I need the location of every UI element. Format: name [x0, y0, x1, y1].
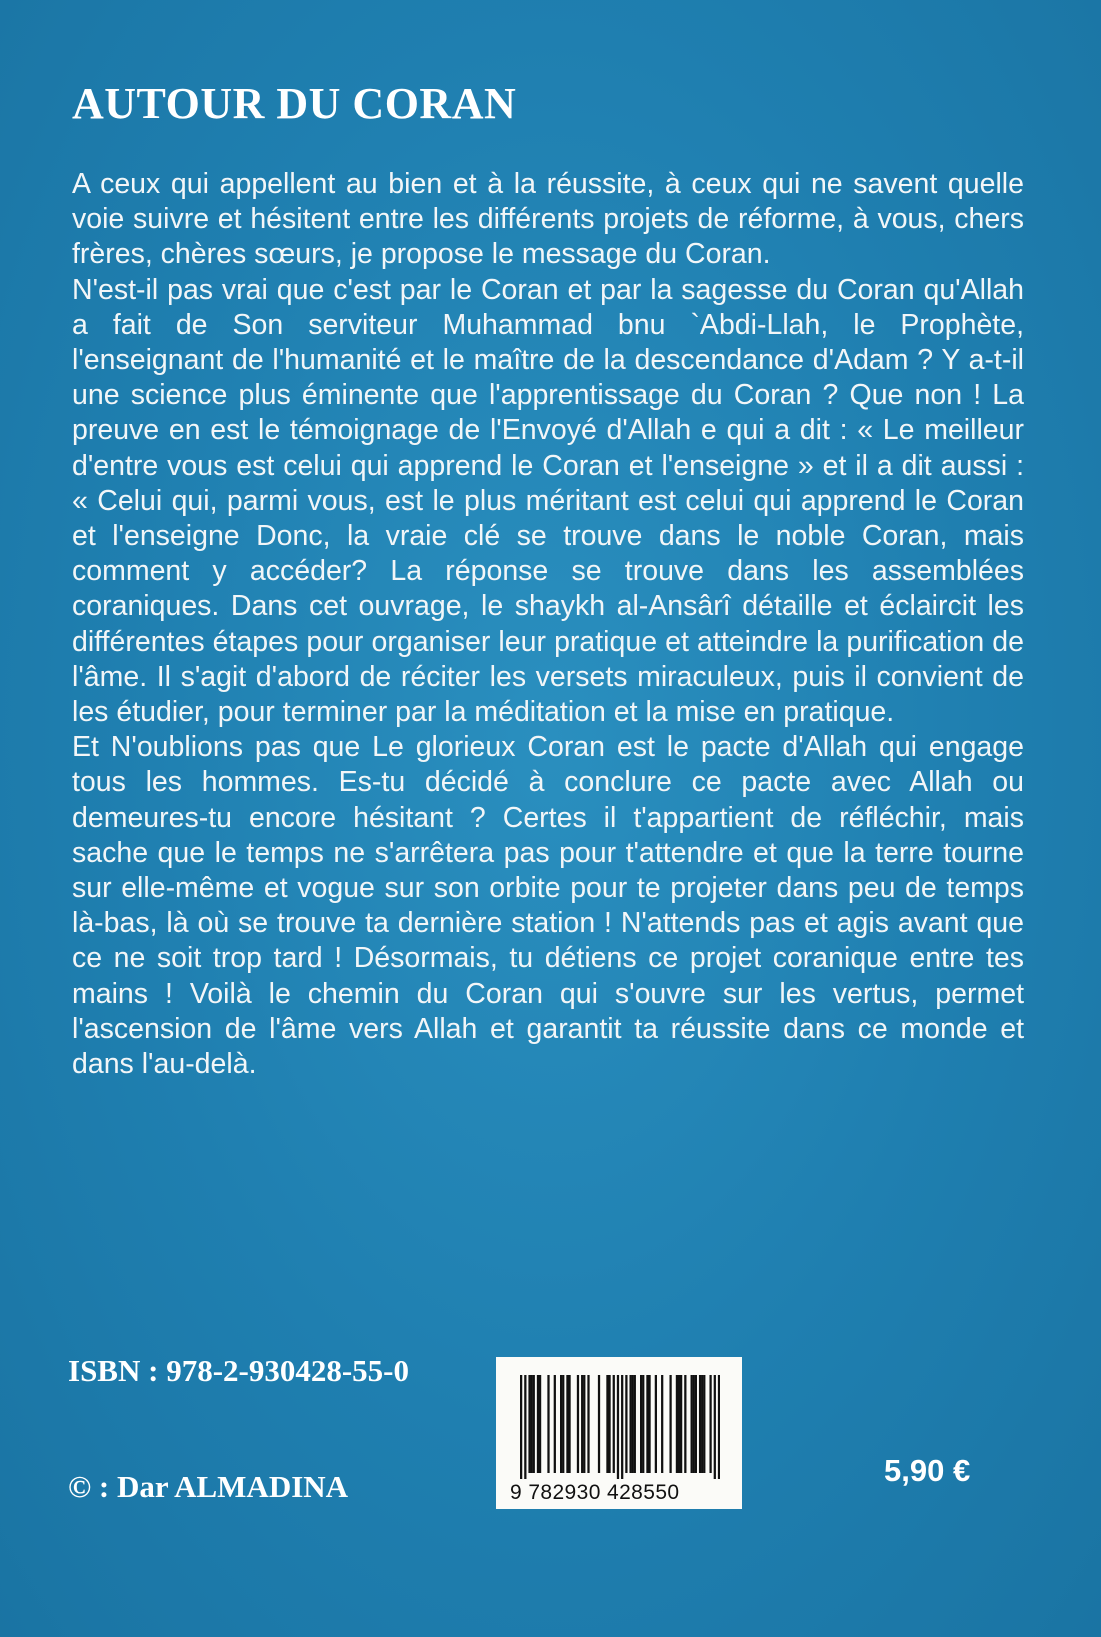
barcode-bar [568, 1375, 570, 1473]
barcode-bar [691, 1375, 693, 1473]
barcode-bar [625, 1375, 627, 1473]
barcode-bar [539, 1375, 541, 1473]
barcode-bar [655, 1375, 657, 1473]
barcode-bar [632, 1375, 634, 1473]
barcode-bar [678, 1375, 680, 1473]
barcode-bar [520, 1375, 522, 1479]
barcode-bar [703, 1375, 705, 1473]
blurb-paragraph-3: Et N'oublions pas que Le glorieux Coran est le pacte d'Allah qui engage tous les hommes. Es-tu décidé à conclure ce pacte avec Allah ou demeures-tu encore hésitant ? Certes il t'appartient de réfléchir, mais sache que le temps ne s'arrêtera pas pour t'attendre et que la terre tourne sur elle-même et vogue sur son orbite pour te projeter dans peu de temps là-bas, là où se trouve ta dernière station ! N'attends pas et agis avant que ce ne soit trop tard ! Désormais, tu détiens ce projet coranique entre tes mains ! Voilà le chemin du Coran qui s'ouvre sur les vertus, permet l'ascension de l'âme vers Allah et garantit ta réussite dans ce monde et dans l'au-delà. [72, 731, 1024, 1081]
publisher-label: © : Dar ALMADINA [68, 1469, 349, 1504]
barcode-bar [566, 1375, 568, 1473]
barcode-bar [621, 1375, 623, 1479]
barcode-bar [669, 1375, 671, 1473]
barcode-bar [695, 1375, 697, 1473]
barcode-bar [547, 1375, 549, 1473]
barcode-bar [533, 1375, 535, 1473]
barcode-bar [629, 1375, 631, 1473]
barcode-bar [598, 1375, 600, 1473]
barcode-bars [520, 1375, 720, 1479]
barcode-bar [701, 1375, 703, 1473]
barcode-bar [680, 1375, 682, 1473]
isbn-label: ISBN : 978-2-930428-55-0 [68, 1353, 409, 1388]
barcode-bar [587, 1375, 589, 1473]
barcode-bar [560, 1375, 562, 1473]
barcode-bar [528, 1375, 530, 1473]
barcode-bar [718, 1375, 720, 1479]
barcode-bar [642, 1375, 644, 1473]
book-title: AUTOUR DU CORAN [72, 79, 517, 128]
barcode-bar [634, 1375, 636, 1473]
barcode-bar [648, 1375, 650, 1473]
barcode-bar [524, 1375, 526, 1479]
barcode-bar [613, 1375, 615, 1473]
barcode-bar [693, 1375, 695, 1473]
barcode-bar [714, 1375, 716, 1479]
barcode-bar [661, 1375, 663, 1473]
price-label: 5,90 € [884, 1453, 971, 1488]
barcode-bar [537, 1375, 539, 1473]
blurb-paragraph-2: N'est-il pas vrai que c'est par le Coran et par la sagesse du Coran qu'Allah a fait de Son serviteur Muhammad bnu `Abdi-Llah, le Prophète, l'enseignant de l'humanité et le maître de la descendance d'Adam ? Y a-t-il une science plus éminente que l'apprentissage du Coran ? Que non ! La preuve en est le témoignage de l'Envoyé d'Allah e qui a dit : « Le meilleur d'entre vous est celui qui apprend le Coran et l'enseigne » et il a dit aussi : « Celui qui, parmi vous, est le plus méritant est celui qui apprend le Coran et l'enseigne Donc, la vraie clé se trouve dans le noble Coran, mais comment y accéder? La réponse se trouve dans les assemblées coraniques. Dans cet ouvrage, le shaykh al-Ansârî détaille et éclaircit les différentes étapes pour organiser leur pratique et atteindre la purification de l'âme. Il s'agit d'abord de réciter les versets miraculeux, puis il convient de les étudier, pour terminer par la méditation et la mise en pratique. [72, 273, 1024, 729]
barcode-bar [577, 1375, 579, 1473]
barcode-box [496, 1357, 742, 1509]
barcode-bar [617, 1375, 619, 1479]
barcode-digits: 9 782930 428550 [510, 1481, 680, 1504]
barcode-bar [646, 1375, 648, 1473]
barcode-bar [583, 1375, 585, 1473]
barcode-bar [531, 1375, 533, 1473]
barcode-bar [581, 1375, 583, 1473]
blurb-paragraph-1: A ceux qui appellent au bien et à la réussite, à ceux qui ne savent quelle voie suivre et hésitent entre les différents projets de réforme, à vous, chers frères, chères sœurs, je propose le message du Coran. [72, 168, 1024, 271]
barcode-bar [608, 1375, 610, 1473]
barcode-bar [699, 1375, 701, 1473]
barcode-bar [562, 1375, 564, 1473]
barcode-bar [676, 1375, 678, 1473]
barcode-bar [709, 1375, 711, 1473]
barcode-bar [684, 1375, 686, 1473]
barcode-bar [554, 1375, 556, 1473]
barcode-bar [640, 1375, 642, 1473]
barcode-bar [606, 1375, 608, 1473]
blurb [72, 167, 1024, 1082]
